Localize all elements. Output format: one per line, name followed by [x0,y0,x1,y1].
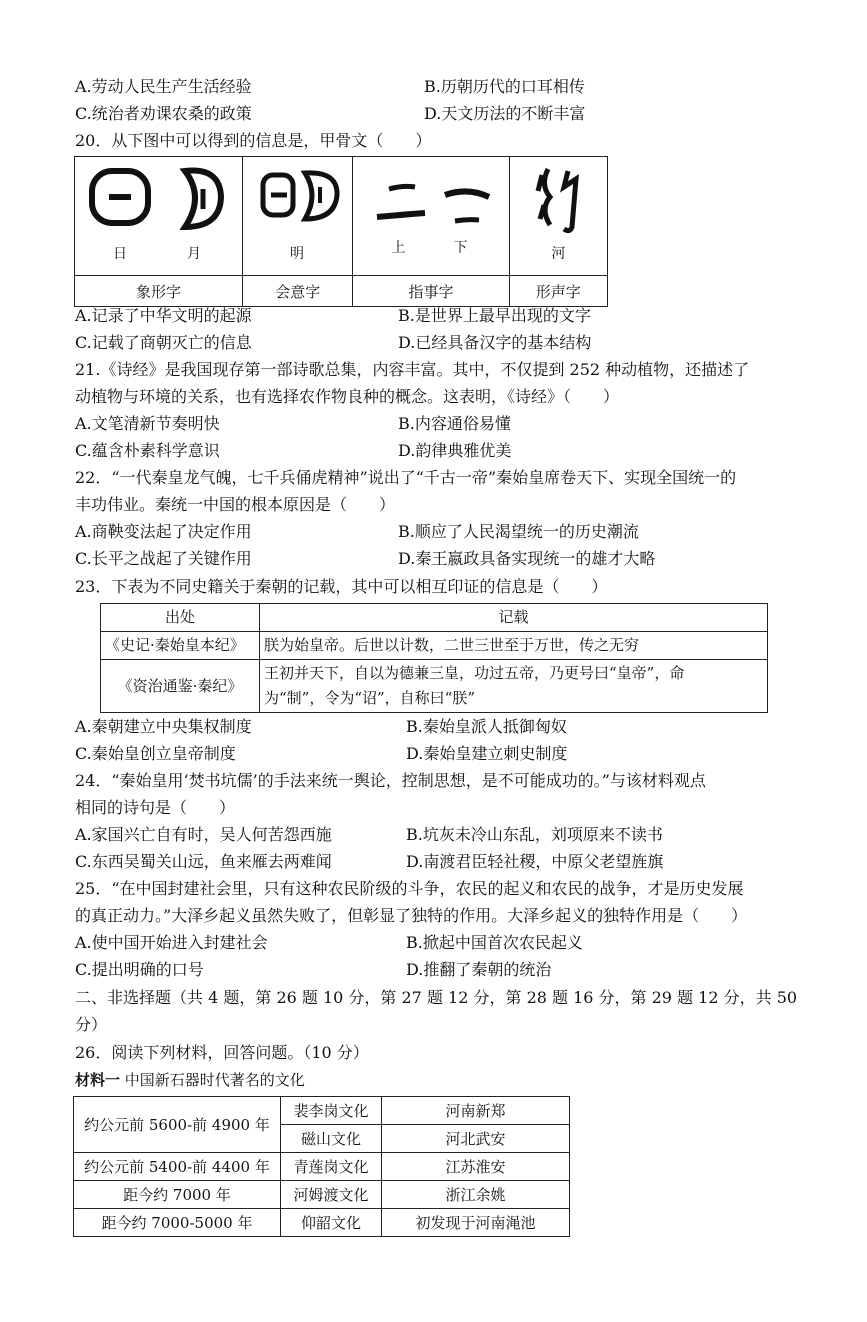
row2-record-line1: 王初并天下，自以为德兼三皇，功过五帝，乃更号曰“皇帝”，命 [264,664,685,682]
q21-option-b: B.内容通俗易懂 [398,414,511,433]
q22-stem-line1: 22．“一代秦皇龙气魄，七千兵俑虎精神”说出了“千古一帝”秦始皇席卷天下、实现全国统一的 [75,468,737,487]
row5-culture: 仰韶文化 [281,1209,382,1237]
q22-option-a: A.商鞅变法起了决定作用 [75,522,252,541]
q19-option-c: C.统治者劝课农桑的政策 [75,104,252,123]
caption-pictograph: 象形字 [75,276,243,307]
caption-indicative: 指事字 [353,276,509,307]
row2-record-line2: 为“制”，令为“诏”，自称曰“朕” [264,689,476,707]
q25-stem-line1: 25．“在中国封建社会里，只有这种农民阶级的斗争，农民的起义和农民的战争，才是历史发展 [75,879,744,898]
q21-option-a: A.文笔清新节奏明快 [75,414,220,433]
row4-place: 浙江余姚 [382,1181,570,1209]
glyph-cell-ming [243,157,353,276]
header-record: 记载 [260,604,768,632]
row2-culture: 磁山文化 [281,1125,382,1153]
glyph-shang-xia-drawing [353,157,509,275]
row1-source: 《史记·秦始皇本纪》 [101,632,260,660]
q20-option-b: B.是世界上最早出现的文字 [398,306,591,325]
q21-stem-line2: 动植物与环境的关系，也有选择农作物良种的概念。这表明，《诗经》（ ） [75,387,620,406]
q24-option-d: D.南渡君臣轻社稷，中原父老望旌旗 [406,852,664,871]
q21-option-d: D.韵律典雅优美 [398,441,512,460]
q19-option-d: D.天文历法的不断丰富 [424,104,586,123]
caption-phono-semantic: 形声字 [509,276,608,307]
q24-option-a: A.家国兴亡自有时，吴人何苦怨西施 [75,825,332,844]
glyph-label-ri: 日 [113,246,127,262]
q24-stem-line2: 相同的诗句是（ ） [75,798,236,817]
q23-option-d: D.秦始皇建立刺史制度 [406,744,568,763]
neolithic-cultures-table [73,1096,570,1237]
row5-period: 距今约 7000-5000 年 [74,1209,281,1237]
q25-option-b: B.掀起中国首次农民起义 [406,933,583,952]
row1-period: 约公元前 5600-前 4900 年 [74,1097,281,1153]
row4-culture: 河姆渡文化 [281,1181,382,1209]
q19-option-b: B.历朝历代的口耳相传 [424,77,585,96]
q25-option-d: D.推翻了秦朝的统治 [406,960,552,979]
glyph-label-yue: 月 [187,246,201,262]
q19-option-a: A.劳动人民生产生活经验 [75,77,252,96]
row2-record [260,660,768,713]
q26-stem: 26．阅读下列材料，回答问题。（10 分） [75,1043,369,1062]
q20-stem: 20．从下图中可以得到的信息是，甲骨文（ ） [75,131,432,150]
q24-stem-line1: 24．“秦始皇用‘焚书坑儒’的手法来统一舆论，控制思想，是不可能成功的。”与该材料观点 [75,771,706,790]
q25-stem-line2: 的真正动力。”大泽乡起义虽然失败了，但彰显了独特的作用。大泽乡起义的独特作用是（ ） [75,906,748,925]
q23-option-b: B.秦始皇派人抵御匈奴 [406,717,567,736]
section2-heading-line1: 二、非选择题（共 4 题，第 26 题 10 分，第 27 题 12 分，第 28 题 16 分，第 29 题 12 分，共 50 [75,988,798,1007]
glyph-label-he: 河 [551,246,566,262]
glyph-cell-shang-xia [353,157,509,276]
q25-option-a: A.使中国开始进入封建社会 [75,933,268,952]
glyph-label-xia: 下 [453,240,468,256]
q23-stem: 23．下表为不同史籍关于秦朝的记载，其中可以相互印证的信息是（ ） [75,577,608,596]
section2-heading-line2: 分） [75,1015,108,1034]
row4-period: 距今约 7000 年 [74,1181,281,1209]
material1-label: 材料一 [75,1071,121,1089]
glyph-ri-yue-drawing [75,157,243,275]
q22-stem-line2: 丰功伟业。秦统一中国的根本原因是（ ） [75,495,396,514]
caption-ideograph: 会意字 [243,276,353,307]
header-source: 出处 [101,604,260,632]
q23-option-c: C.秦始皇创立皇帝制度 [75,744,236,763]
q21-option-c: C.蕴含朴素科学意识 [75,441,220,460]
q20-option-a: A.记录了中华文明的起源 [75,306,252,325]
qin-records-table [100,603,768,713]
q25-option-c: C.提出明确的口号 [75,960,204,979]
row2-source: 《资治通鉴·秦纪》 [101,660,260,713]
q20-option-d: D.已经具备汉字的基本结构 [398,333,592,352]
row3-period: 约公元前 5400-前 4400 年 [74,1153,281,1181]
q20-option-c: C.记载了商朝灭亡的信息 [75,333,252,352]
glyph-label-ming: 明 [290,246,305,262]
q22-option-b: B.顺应了人民渴望统一的历史潮流 [398,522,639,541]
glyph-label-shang: 上 [391,240,406,256]
row3-culture: 青莲岗文化 [281,1153,382,1181]
q24-option-c: C.东西吴蜀关山远，鱼来雁去两难闻 [75,852,332,871]
q21-stem-line1: 21.《诗经》是我国现存第一部诗歌总集，内容丰富。其中，不仅提到 252 种动植物，还描述了 [75,360,750,379]
glyph-cell-ri-yue [75,157,243,276]
glyph-cell-he [509,157,608,276]
q23-option-a: A.秦朝建立中央集权制度 [75,717,252,736]
row1-record: 朕为始皇帝。后世以计数，二世三世至于万世，传之无穷 [260,632,768,660]
row2-place: 河北武安 [382,1125,570,1153]
row1-culture: 裴李岗文化 [281,1097,382,1125]
row5-place: 初发现于河南渑池 [382,1209,570,1237]
row3-place: 江苏淮安 [382,1153,570,1181]
material1-title: 中国新石器时代著名的文化 [124,1071,305,1089]
q22-option-c: C.长平之战起了关键作用 [75,549,252,568]
row1-place: 河南新郑 [382,1097,570,1125]
q22-option-d: D.秦王嬴政具备实现统一的雄才大略 [398,549,656,568]
oracle-bone-table [74,156,608,307]
q24-option-b: B.坑灰未冷山东乱，刘项原来不读书 [406,825,663,844]
material1-caption [75,1069,795,1091]
